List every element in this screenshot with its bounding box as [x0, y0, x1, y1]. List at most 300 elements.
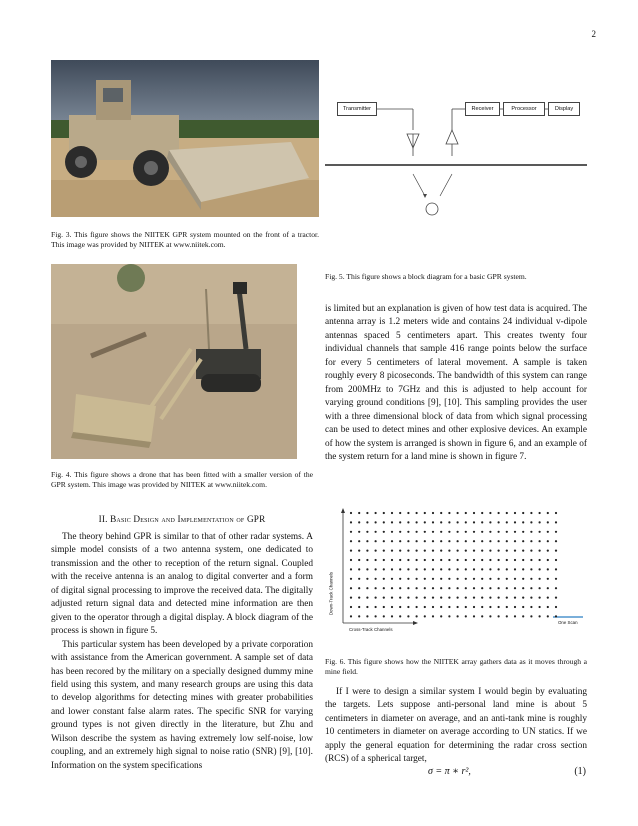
antenna-dot [350, 606, 352, 608]
antenna-dot [375, 512, 377, 514]
antenna-dot [539, 597, 541, 599]
antenna-dot [399, 550, 401, 552]
antenna-dot [457, 615, 459, 617]
antenna-dot [375, 597, 377, 599]
equation: σ = π ∗ r², [428, 766, 471, 777]
antenna-dot [358, 615, 360, 617]
antenna-dot [514, 550, 516, 552]
antenna-dot [481, 606, 483, 608]
antenna-dot [399, 568, 401, 570]
antenna-dot [350, 559, 352, 561]
antenna-dot [399, 578, 401, 580]
antenna-dot [366, 550, 368, 552]
antenna-dot [465, 587, 467, 589]
section-heading [51, 514, 313, 524]
antenna-dot [399, 615, 401, 617]
antenna-dot [383, 578, 385, 580]
antenna-dot [399, 606, 401, 608]
antenna-dot [383, 550, 385, 552]
antenna-dot [457, 606, 459, 608]
antenna-dot [432, 531, 434, 533]
antenna-dot [473, 587, 475, 589]
antenna-dot [530, 587, 532, 589]
antenna-dot [350, 521, 352, 523]
antenna-dot [383, 559, 385, 561]
antenna-dot [416, 559, 418, 561]
antenna-dot [416, 512, 418, 514]
antenna-dot [432, 578, 434, 580]
antenna-dot [473, 568, 475, 570]
antenna-dot [465, 559, 467, 561]
antenna-dot [522, 587, 524, 589]
antenna-dot [407, 606, 409, 608]
antenna-dot [473, 531, 475, 533]
antenna-dot [375, 559, 377, 561]
antenna-dot [465, 531, 467, 533]
antenna-dot [514, 587, 516, 589]
antenna-dot [473, 606, 475, 608]
antenna-dot [530, 606, 532, 608]
transmitter-block: Transmitter [337, 102, 377, 116]
antenna-dot [473, 540, 475, 542]
fig5-caption: Fig. 5. This figure shows a block diagram for a basic GPR system. [325, 272, 527, 281]
antenna-dot [416, 597, 418, 599]
antenna-dot [514, 540, 516, 542]
antenna-dot [432, 521, 434, 523]
antenna-dot [514, 597, 516, 599]
antenna-dot [465, 521, 467, 523]
antenna-dot [448, 615, 450, 617]
left-column-text [51, 531, 313, 773]
antenna-dot [506, 512, 508, 514]
antenna-dot [391, 568, 393, 570]
antenna-dot [383, 531, 385, 533]
antenna-dot [489, 540, 491, 542]
antenna-dot [358, 559, 360, 561]
antenna-dot [489, 531, 491, 533]
antenna-dot [358, 531, 360, 533]
antenna-dot [391, 587, 393, 589]
antenna-dot [399, 512, 401, 514]
antenna-dot [448, 512, 450, 514]
antenna-dot [514, 615, 516, 617]
antenna-dot [399, 531, 401, 533]
antenna-dot [391, 540, 393, 542]
antenna-dot [448, 521, 450, 523]
antenna-dot [448, 540, 450, 542]
antenna-dot [440, 540, 442, 542]
antenna-dot [539, 550, 541, 552]
antenna-dot [432, 587, 434, 589]
antenna-dot [416, 587, 418, 589]
antenna-dot [506, 521, 508, 523]
antenna-dot [457, 559, 459, 561]
antenna-dot [539, 512, 541, 514]
antenna-dot [424, 540, 426, 542]
antenna-dot [424, 512, 426, 514]
antenna-dot [498, 597, 500, 599]
antenna-dot [555, 559, 557, 561]
antenna-dot [506, 578, 508, 580]
antenna-dot [481, 540, 483, 542]
antenna-dot [350, 531, 352, 533]
antenna-dot [457, 568, 459, 570]
antenna-dot [514, 606, 516, 608]
antenna-dot [448, 531, 450, 533]
antenna-dot [522, 597, 524, 599]
antenna-dot [383, 597, 385, 599]
antenna-dot [522, 615, 524, 617]
antenna-dot [555, 512, 557, 514]
antenna-dot [440, 615, 442, 617]
antenna-dot [375, 540, 377, 542]
antenna-dot [547, 597, 549, 599]
antenna-dot [506, 606, 508, 608]
antenna-dot [407, 521, 409, 523]
antenna-dot [555, 606, 557, 608]
antenna-dot [366, 578, 368, 580]
antenna-dot [522, 578, 524, 580]
antenna-dot [407, 597, 409, 599]
antenna-dot [448, 559, 450, 561]
antenna-dot [555, 540, 557, 542]
antenna-dot [547, 568, 549, 570]
antenna-dot [391, 559, 393, 561]
antenna-dot [489, 521, 491, 523]
antenna-dot [473, 615, 475, 617]
antenna-dot [440, 578, 442, 580]
antenna-dot [383, 615, 385, 617]
antenna-dot [366, 512, 368, 514]
antenna-dot [547, 615, 549, 617]
antenna-dot [555, 550, 557, 552]
antenna-dot [522, 531, 524, 533]
antenna-dot [481, 578, 483, 580]
antenna-dot [416, 568, 418, 570]
antenna-dot [555, 597, 557, 599]
antenna-dot [391, 521, 393, 523]
antenna-dot [530, 568, 532, 570]
antenna-dot [465, 540, 467, 542]
processor-block: Processor [503, 102, 545, 116]
antenna-dot [465, 512, 467, 514]
page-number: 2 [591, 29, 596, 39]
antenna-dot [457, 597, 459, 599]
antenna-dot [481, 587, 483, 589]
antenna-dot [399, 587, 401, 589]
antenna-dot [440, 512, 442, 514]
y-axis-label: Down-Track Channels [328, 571, 334, 616]
antenna-dot [473, 559, 475, 561]
antenna-dot [399, 540, 401, 542]
antenna-dot [498, 531, 500, 533]
antenna-dot [440, 531, 442, 533]
right-column-text [325, 303, 587, 464]
antenna-dot [440, 606, 442, 608]
antenna-dot [522, 550, 524, 552]
antenna-dot [473, 550, 475, 552]
antenna-dot [424, 550, 426, 552]
antenna-dot [547, 521, 549, 523]
paragraph-system: This particular system has been developed by a private corporation with assistance from the American government. A sample set of data has been recored by the military on a specially designed dummy mine field using this system, and many research groups are using this data to develop algorithms for detecting mines with greater probabilities and lower constant false alarm rates. The specific SNR for varying ground types is not given directly in the literature, but Zhu and Wilson describe the system as having extremely low self-noise, low coupling, and an extremely high signal to noise ratio (SNR) [9], [10]. Information on the system specifications [51, 639, 313, 771]
antenna-dot [375, 568, 377, 570]
antenna-dot [448, 587, 450, 589]
antenna-dot [366, 606, 368, 608]
antenna-dot [457, 521, 459, 523]
antenna-dot [514, 559, 516, 561]
antenna-dot [465, 597, 467, 599]
antenna-dot [473, 512, 475, 514]
antenna-dot [350, 615, 352, 617]
antenna-dot [498, 550, 500, 552]
antenna-dot [530, 512, 532, 514]
antenna-dot [416, 521, 418, 523]
antenna-dot [539, 615, 541, 617]
antenna-dot [424, 587, 426, 589]
antenna-dot [432, 568, 434, 570]
antenna-dot [432, 540, 434, 542]
antenna-dot [391, 606, 393, 608]
antenna-dot [506, 559, 508, 561]
antenna-dot [407, 512, 409, 514]
antenna-dot [375, 587, 377, 589]
antenna-dot [375, 550, 377, 552]
antenna-dot [530, 531, 532, 533]
antenna-dot [366, 615, 368, 617]
antenna-dot [457, 512, 459, 514]
antenna-dot [407, 568, 409, 570]
antenna-dot [440, 597, 442, 599]
antenna-dot [407, 587, 409, 589]
antenna-dot [391, 615, 393, 617]
antenna-dot [358, 512, 360, 514]
antenna-dot [489, 587, 491, 589]
antenna-dot [366, 531, 368, 533]
antenna-dot [448, 597, 450, 599]
scan-label: One Scan [558, 620, 578, 625]
antenna-dot [465, 550, 467, 552]
antenna-dot [432, 606, 434, 608]
antenna-dot [473, 521, 475, 523]
antenna-dot [457, 550, 459, 552]
antenna-dot [473, 597, 475, 599]
antenna-dot [498, 587, 500, 589]
antenna-dot [358, 521, 360, 523]
antenna-dot [432, 597, 434, 599]
antenna-dot [432, 615, 434, 617]
antenna-dot [547, 578, 549, 580]
antenna-dot [391, 597, 393, 599]
antenna-dot [506, 540, 508, 542]
fig3-photo [51, 60, 319, 217]
antenna-dot [432, 559, 434, 561]
antenna-dot [407, 559, 409, 561]
antenna-dot [473, 578, 475, 580]
antenna-dot [555, 615, 557, 617]
antenna-dot [375, 531, 377, 533]
antenna-dot [514, 578, 516, 580]
equation-number: (1) [574, 766, 586, 777]
antenna-dot [448, 578, 450, 580]
antenna-dot [481, 559, 483, 561]
antenna-dot [383, 521, 385, 523]
antenna-dot [522, 540, 524, 542]
antenna-dot [457, 578, 459, 580]
antenna-dot [383, 568, 385, 570]
antenna-dot [489, 606, 491, 608]
antenna-dot [407, 578, 409, 580]
fig6-caption: Fig. 6. This figure shows how the NIITEK array gathers data as it moves through a mine field. [325, 657, 587, 676]
antenna-dot [514, 512, 516, 514]
antenna-dot [440, 587, 442, 589]
antenna-dot [498, 540, 500, 542]
antenna-dot [457, 540, 459, 542]
antenna-dot [465, 568, 467, 570]
antenna-dot [489, 578, 491, 580]
antenna-dot [358, 597, 360, 599]
antenna-dot [506, 568, 508, 570]
antenna-dot [416, 615, 418, 617]
paragraph-design: If I were to design a similar system I would begin by evaluating the targets. Lets suppose anti-personal land mine is about 5 centimeters in diameter on average, and an anti-tank mine is roughly 10 centimeters in diameter on average according to UN statics. If we apply the general equation for determining the radar cross section (RCS) of a spherical target, [325, 687, 587, 765]
antenna-dot [489, 568, 491, 570]
antenna-dot [350, 578, 352, 580]
antenna-dot [555, 578, 557, 580]
antenna-dot [399, 597, 401, 599]
antenna-dot [440, 559, 442, 561]
antenna-dot [457, 587, 459, 589]
antenna-dot [489, 550, 491, 552]
antenna-dot [547, 559, 549, 561]
antenna-dot [547, 606, 549, 608]
antenna-dot [358, 578, 360, 580]
antenna-dot [530, 578, 532, 580]
antenna-dot [547, 512, 549, 514]
antenna-dot [350, 512, 352, 514]
antenna-dot [539, 578, 541, 580]
antenna-dot [522, 559, 524, 561]
antenna-dot [350, 550, 352, 552]
antenna-dot [514, 521, 516, 523]
antenna-dot [481, 550, 483, 552]
antenna-dot [489, 615, 491, 617]
antenna-dot [506, 550, 508, 552]
section-heading-number: II. [98, 514, 108, 524]
fig3-caption: Fig. 3. This figure shows the NIITEK GPR system mounted on the front of a tractor. This image was provided by NIITEK at www.niitek.com. [51, 230, 319, 249]
paragraph-specs: is limited but an explanation is given of how test data is acquired. The antenna array is 1.2 meters wide and contains 24 individual v-dipole antennas spaced 5 centimeters apart. This creates twenty four individual channels that sample 416 range points below the surface for every 5 centimeters of lateral movement. A sample is taken roughly every 8 picoseconds. The bandwidth of this system can range from 200MHz to 7GHz and this is adjusted to help account for varying ground conditions [9], [10]. This sampling provides the user with a three dimensional block of data from which signal processing can be used to detect mines and other explosive devices. An example of how the system is arranged is shown in figure 6, and an example of the system return for a land mine is shown in figure 7. [325, 304, 587, 462]
antenna-dot [424, 568, 426, 570]
antenna-dot [498, 512, 500, 514]
antenna-dot [366, 521, 368, 523]
antenna-dot [465, 606, 467, 608]
antenna-dot [498, 606, 500, 608]
antenna-dot [498, 578, 500, 580]
antenna-dot [539, 559, 541, 561]
antenna-dot [383, 540, 385, 542]
antenna-dot [481, 615, 483, 617]
antenna-dot [391, 512, 393, 514]
antenna-dot [416, 531, 418, 533]
antenna-dot [530, 559, 532, 561]
fig4-caption: Fig. 4. This figure shows a drone that has been fitted with a smaller version of the GPR system. This image was provided by NIITEK at www.niitek.com. [51, 470, 313, 489]
antenna-dot [383, 606, 385, 608]
antenna-dot [498, 559, 500, 561]
antenna-dot [514, 531, 516, 533]
antenna-dot [424, 521, 426, 523]
antenna-dot [416, 550, 418, 552]
antenna-dot [383, 587, 385, 589]
antenna-dot [391, 531, 393, 533]
antenna-dot [514, 568, 516, 570]
antenna-dot [530, 550, 532, 552]
antenna-dot [539, 540, 541, 542]
antenna-dot [481, 512, 483, 514]
antenna-dot [424, 597, 426, 599]
antenna-dot [530, 521, 532, 523]
antenna-dot [424, 578, 426, 580]
antenna-dot [481, 521, 483, 523]
antenna-dot [555, 521, 557, 523]
antenna-dot [416, 578, 418, 580]
antenna-dot [358, 587, 360, 589]
antenna-dot [547, 531, 549, 533]
antenna-dot [432, 512, 434, 514]
antenna-dot [375, 615, 377, 617]
antenna-dot [481, 597, 483, 599]
antenna-dot [375, 578, 377, 580]
antenna-dot [506, 531, 508, 533]
antenna-dot [498, 615, 500, 617]
section-heading-text: Basic Design and Implementation of GPR [110, 514, 266, 524]
antenna-dot [424, 559, 426, 561]
paragraph-theory: The theory behind GPR is similar to that of other radar systems. A simple model consists of a two antenna system, one dedicated to transmission and the other to reception of the return signal. Coupled with the receive antenna is an analog to digital converter and a form of digital signal processing to improve the received data. The digitally adjusted return signal data and detected mine information are then given to the operator through a digital display. A block diagram of the process is shown in figure 5. [51, 532, 313, 637]
antenna-dot [440, 568, 442, 570]
antenna-dot [350, 597, 352, 599]
antenna-dot [375, 606, 377, 608]
fig5-block-diagram [325, 96, 587, 226]
antenna-dot [399, 559, 401, 561]
antenna-dot [424, 606, 426, 608]
antenna-dot [358, 550, 360, 552]
fig4-photo [51, 264, 297, 459]
antenna-dot [391, 578, 393, 580]
antenna-dot [489, 559, 491, 561]
antenna-dot [448, 606, 450, 608]
right-column-text-2 [325, 686, 587, 767]
antenna-dot [539, 521, 541, 523]
antenna-dot [407, 615, 409, 617]
antenna-dot [539, 568, 541, 570]
antenna-dot [391, 550, 393, 552]
antenna-dot [506, 597, 508, 599]
antenna-dot [350, 540, 352, 542]
antenna-dot [416, 540, 418, 542]
antenna-dot [555, 587, 557, 589]
antenna-dot [440, 550, 442, 552]
antenna-dot [358, 568, 360, 570]
antenna-dot [440, 521, 442, 523]
antenna-dot [481, 568, 483, 570]
antenna-dot [506, 587, 508, 589]
antenna-dot [366, 540, 368, 542]
antenna-dot [407, 540, 409, 542]
antenna-dot [481, 531, 483, 533]
antenna-dot [539, 531, 541, 533]
antenna-dot [530, 615, 532, 617]
antenna-dot [547, 540, 549, 542]
antenna-dot [375, 521, 377, 523]
antenna-dot [424, 615, 426, 617]
antenna-dot [383, 512, 385, 514]
